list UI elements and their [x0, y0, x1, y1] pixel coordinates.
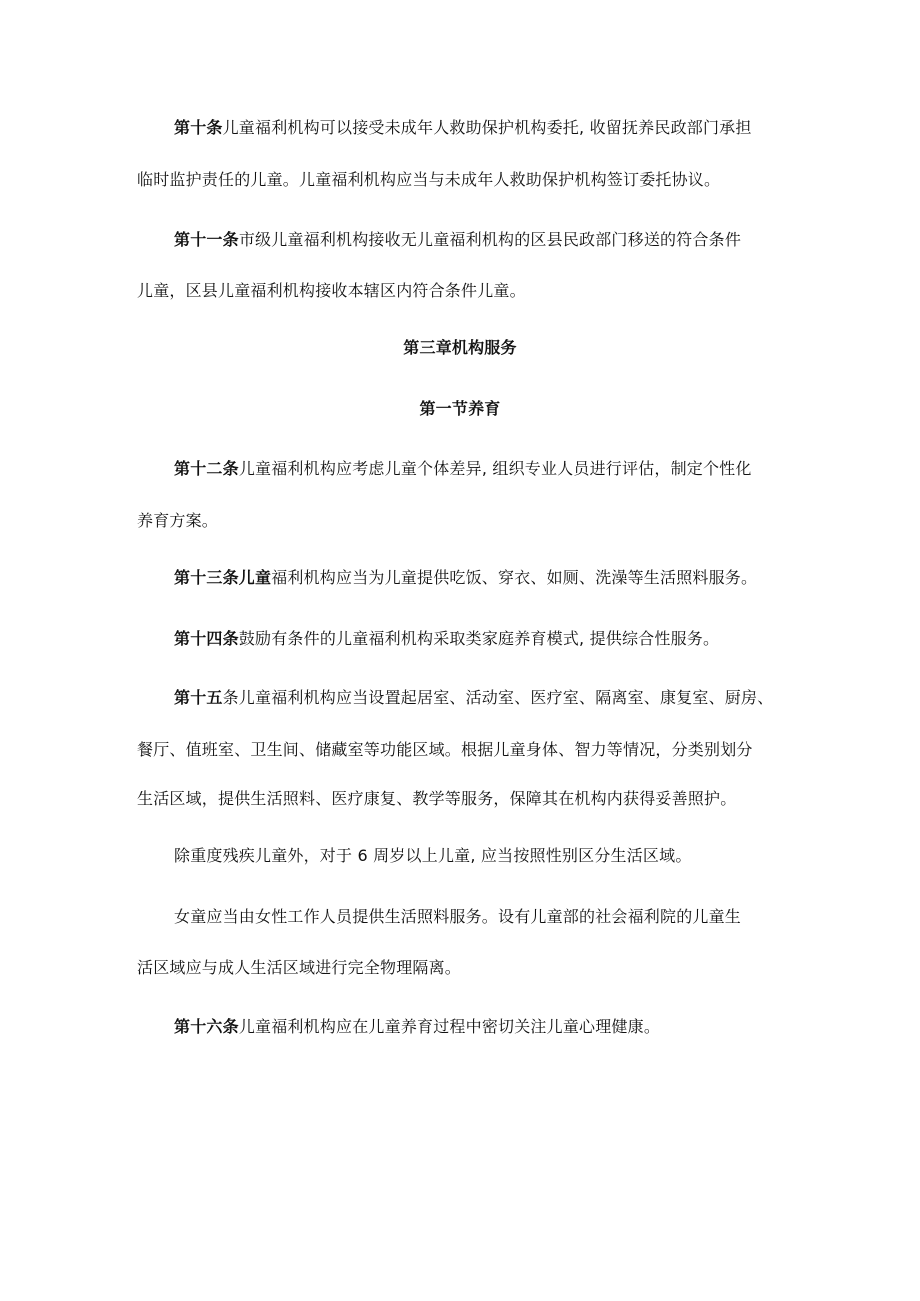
article-10-label: 第十条: [174, 118, 223, 137]
paragraph-age-separation: 除重度残疾儿童外，对于 6 周岁以上儿童, 应当按照性别区分生活区域。: [174, 846, 692, 865]
article-11-label: 第十一条: [174, 230, 239, 249]
article-15-label: 第十五: [174, 688, 223, 707]
article-12-line-2: 养育方案。: [137, 511, 219, 530]
article-16-line-1: 第十六条儿童福利机构应在儿童养育过程中密切关注儿童心理健康。: [174, 1017, 661, 1036]
article-15-line-3: 生活区域，提供生活照料、医疗康复、教学等服务，保障其在机构内获得妥善照护。: [137, 789, 737, 808]
article-15-line-1: 第十五条儿童福利机构应当设置起居室、活动室、医疗室、隔离室、康复室、厨房、: [174, 688, 774, 707]
article-13-label: 第十三条儿童: [174, 568, 272, 587]
article-12-line-1: 第十二条儿童福利机构应考虑儿童个体差异, 组织专业人员进行评估，制定个性化: [174, 459, 752, 478]
article-12-label: 第十二条: [174, 459, 239, 478]
article-14-line-1: 第十四条鼓励有条件的儿童福利机构采取类家庭养育模式, 提供综合性服务。: [174, 629, 720, 648]
article-11-line-2: 儿童，区县儿童福利机构接收本辖区内符合条件儿童。: [137, 281, 526, 300]
chapter-title: 第三章机构服务: [403, 338, 517, 357]
article-15-line-2: 餐厅、值班室、卫生间、储藏室等功能区域。根据儿童身体、智力等情况，分类别划分: [137, 740, 753, 759]
article-16-label: 第十六条: [174, 1017, 239, 1036]
section-title: 第一节养育: [419, 399, 501, 418]
article-11-line-1: 第十一条市级儿童福利机构接收无儿童福利机构的区县民政部门移送的符合条件: [174, 230, 742, 249]
article-10-line-1: 第十条儿童福利机构可以接受未成年人救助保护机构委托, 收留抚养民政部门承担: [174, 118, 752, 137]
paragraph-girls-care-line-1: 女童应当由女性工作人员提供生活照料服务。设有儿童部的社会福利院的儿童生: [174, 907, 742, 926]
article-14-label: 第十四条: [174, 629, 239, 648]
article-13-line-1: 第十三条儿童福利机构应当为儿童提供吃饭、穿衣、如厕、洗澡等生活照料服务。: [174, 568, 758, 587]
article-10-line-2: 临时监护责任的儿童。儿童福利机构应当与未成年人救助保护机构签订委托协议。: [137, 170, 721, 189]
paragraph-girls-care-line-2: 活区域应与成人生活区域进行完全物理隔离。: [137, 958, 462, 977]
